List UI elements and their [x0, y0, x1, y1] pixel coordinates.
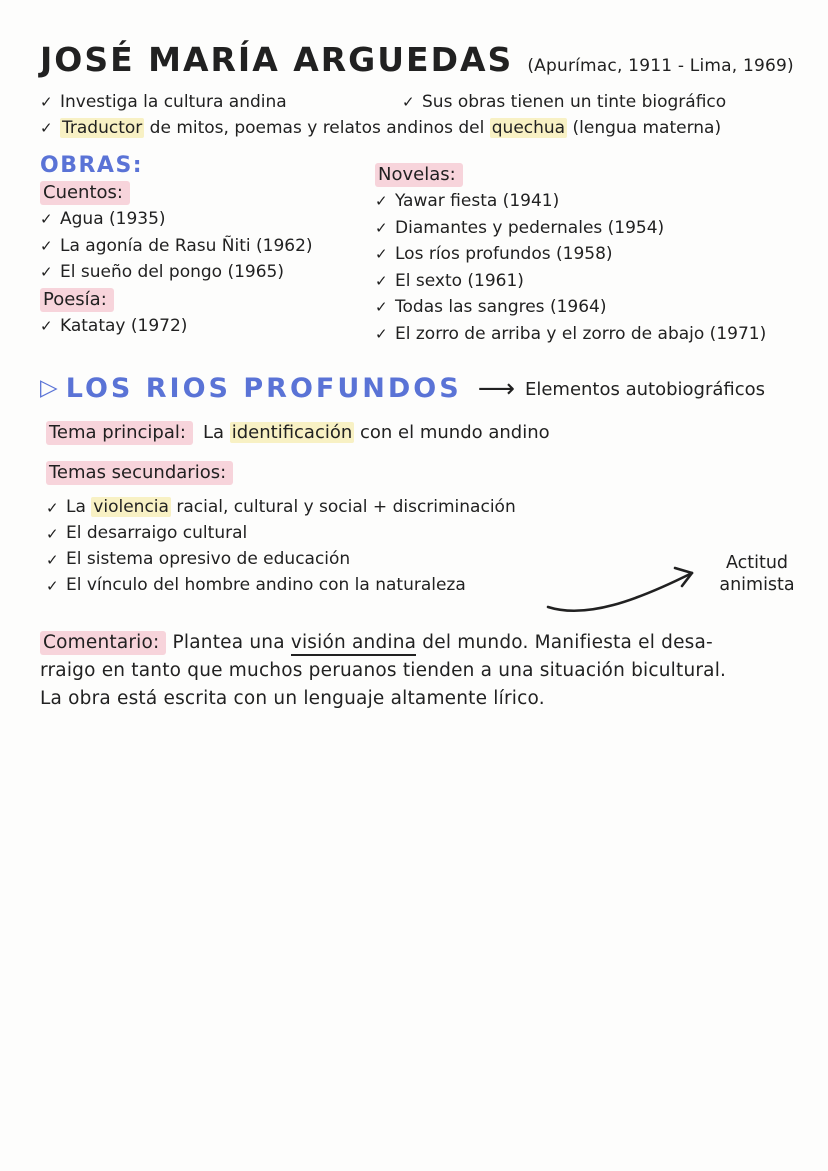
intro-check-3-text — [60, 115, 721, 141]
tema-principal-post: con el mundo andino — [354, 422, 550, 443]
underlined-phrase: visión andina — [291, 632, 416, 656]
tema-1-post: racial, cultural y social + discriminación — [170, 497, 516, 517]
tema-text: El vínculo del hombre andino con la naturaleza — [66, 575, 466, 595]
comentario-line2: rraigo en tanto que muchos peruanos tienden a una situación bicultural. — [40, 660, 727, 681]
obras-section — [40, 153, 800, 347]
list-item — [375, 188, 766, 215]
list-item — [46, 547, 800, 573]
highlighted-word: identificación — [231, 422, 353, 443]
comentario-seg2: del mundo. Manifiesta el desa- — [416, 632, 713, 653]
check-icon: ✓ — [402, 93, 415, 111]
temas-secundarios-list — [40, 495, 800, 599]
work-title: El sueño del pongo (1965) — [60, 262, 285, 282]
obras-left-column — [40, 153, 375, 347]
page-subtitle: (Apurímac, 1911 - Lima, 1969) — [527, 56, 794, 76]
list-item — [40, 313, 375, 340]
intro-check-3 — [40, 115, 800, 141]
intro-check-1-text: Investiga la cultura andina — [60, 92, 287, 112]
novelas-label: Novelas: — [375, 163, 463, 187]
tema-principal-pre: La — [202, 422, 230, 443]
intro-check-3-post: (lengua materna) — [567, 118, 722, 138]
list-item — [375, 294, 766, 321]
comentario-line3: La obra está escrita con un lenguaje altamente lírico. — [40, 688, 545, 709]
list-item — [375, 215, 766, 242]
triangle-bullet-icon: ▷ — [40, 375, 58, 401]
rios-heading-row — [40, 373, 800, 404]
poesia-label: Poesía: — [40, 288, 114, 312]
right-arrow-icon: ⟶ — [477, 373, 515, 404]
poesia-label-row — [40, 289, 375, 310]
work-title: Los ríos profundos (1958) — [395, 244, 613, 264]
work-title: Yawar fiesta (1941) — [395, 191, 560, 211]
check-icon: ✓ — [40, 93, 53, 111]
tema-1-pre: La — [66, 497, 92, 517]
intro-check-2-text: Sus obras tienen un tinte biográfico — [422, 92, 727, 112]
tema-text: El sistema opresivo de educación — [66, 549, 351, 569]
cuentos-label: Cuentos: — [40, 181, 130, 205]
work-title: Todas las sangres (1964) — [395, 297, 607, 317]
work-title: Agua (1935) — [60, 209, 166, 229]
highlighted-word: violencia — [93, 497, 169, 517]
tema-principal-text — [203, 422, 550, 443]
obras-heading: OBRAS: — [40, 153, 144, 178]
work-title: La agonía de Rasu Ñiti (1962) — [60, 235, 313, 256]
comentario-seg1: Plantea una — [166, 632, 291, 653]
intro-check-1 — [40, 89, 402, 115]
page-title: JOSÉ MARÍA ARGUEDAS — [40, 40, 514, 79]
novelas-label-row — [375, 164, 766, 185]
check-icon: ✓ — [46, 551, 59, 569]
list-item — [375, 241, 766, 268]
check-icon: ✓ — [40, 210, 53, 228]
check-icon: ✓ — [375, 271, 388, 290]
temas-secundarios-label: Temas secundarios: — [46, 461, 233, 485]
comentario-paragraph — [40, 629, 800, 713]
check-icon: ✓ — [375, 324, 388, 343]
obras-right-column — [375, 161, 766, 347]
work-title: El zorro de arriba y el zorro de abajo (1971) — [395, 323, 767, 344]
list-item — [40, 206, 375, 233]
header — [40, 40, 800, 79]
check-icon: ✓ — [375, 245, 388, 263]
rios-annotation: Elementos autobiográficos — [524, 379, 766, 400]
check-icon: ✓ — [40, 263, 53, 281]
list-item — [40, 233, 375, 260]
animista-note-line1: Actitud — [725, 553, 789, 573]
work-title: Katatay (1972) — [60, 315, 188, 336]
check-icon: ✓ — [375, 218, 388, 237]
intro-check-3-mid: de mitos, poemas y relatos andinos del — [144, 118, 490, 138]
check-icon: ✓ — [46, 499, 59, 517]
comentario-label: Comentario: — [40, 631, 166, 655]
tema-text — [66, 495, 516, 520]
tema-principal-label: Tema principal: — [46, 421, 193, 445]
tema-text: El desarraigo cultural — [66, 523, 248, 543]
check-icon: ✓ — [46, 525, 59, 543]
check-icon: ✓ — [46, 577, 59, 595]
list-item — [375, 268, 766, 295]
animista-note-line2: animista — [719, 575, 795, 595]
cuentos-label-row — [40, 182, 375, 203]
list-item — [40, 259, 375, 286]
list-item — [375, 321, 766, 348]
novelas-list — [375, 188, 766, 347]
highlighted-word: quechua — [491, 118, 566, 138]
tema-principal-row — [40, 420, 800, 446]
list-item — [46, 521, 800, 547]
intro-check-2 — [402, 89, 726, 115]
highlighted-word: Traductor — [62, 118, 143, 138]
work-title: El sexto (1961) — [395, 270, 524, 291]
intro-section — [40, 89, 800, 141]
check-icon: ✓ — [375, 298, 388, 316]
check-icon: ✓ — [40, 316, 53, 335]
check-icon: ✓ — [375, 192, 388, 210]
list-item — [46, 495, 800, 521]
animista-note — [702, 552, 812, 596]
temas-secundarios-label-row — [40, 462, 800, 483]
poesia-list — [40, 313, 375, 340]
rios-section-title: LOS RIOS PROFUNDOS — [65, 373, 462, 404]
work-title: Diamantes y pedernales (1954) — [395, 217, 665, 238]
cuentos-list — [40, 206, 375, 286]
check-icon: ✓ — [40, 236, 53, 255]
intro-row-1 — [40, 89, 800, 115]
check-icon: ✓ — [40, 119, 53, 137]
